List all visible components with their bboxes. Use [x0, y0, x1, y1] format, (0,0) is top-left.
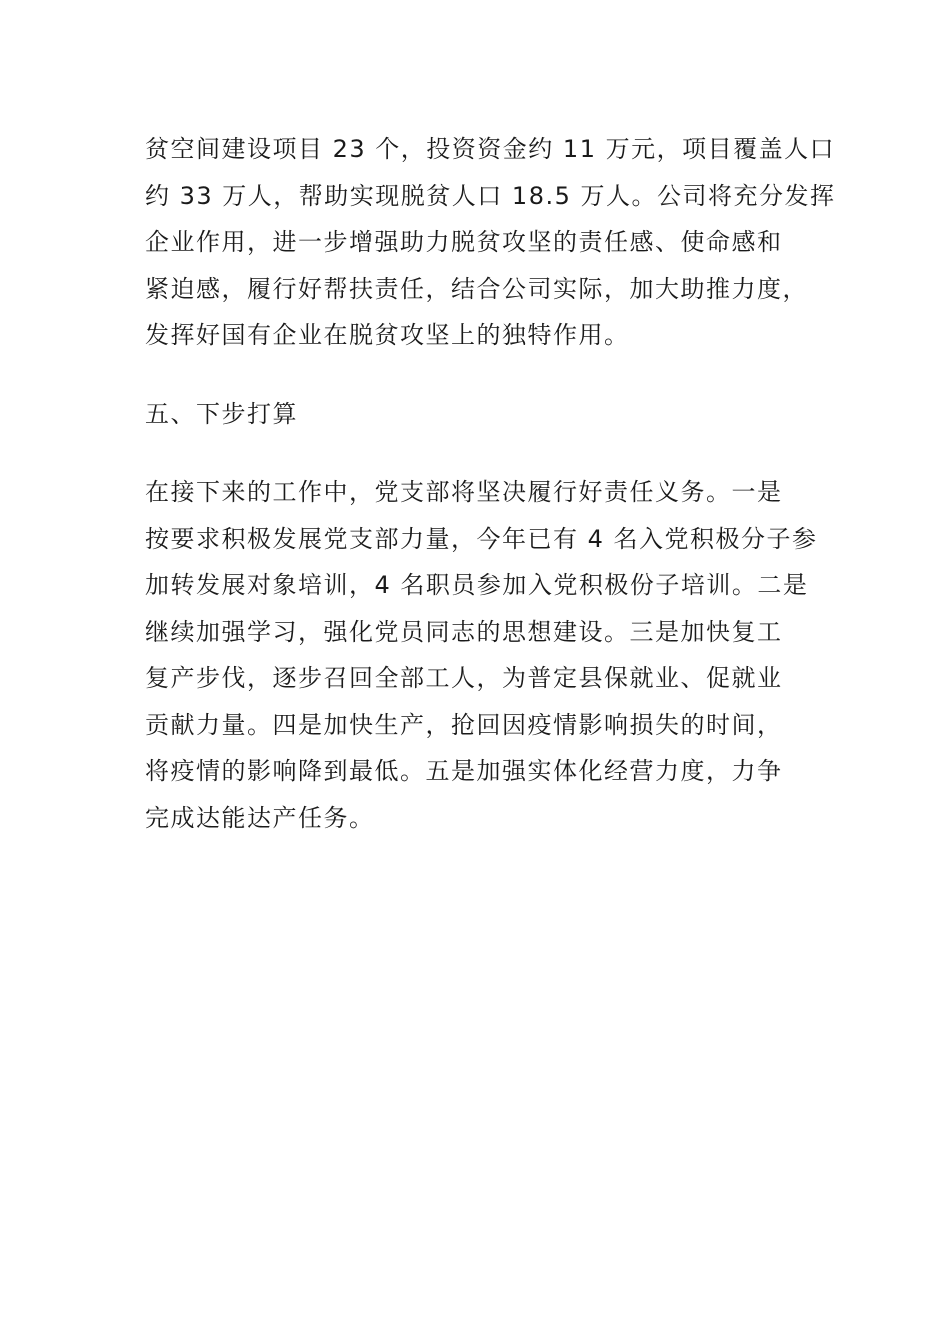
- paragraph-line: 紧迫感，履行好帮扶责任，结合公司实际，加大助推力度，: [145, 274, 808, 303]
- paragraph-line: 在接下来的工作中，党支部将坚决履行好责任义务。一是: [145, 478, 783, 506]
- paragraph-line: 将疫情的影响降到最低。五是加强实体化经营力度，力争: [145, 757, 783, 785]
- section-heading: 五、下步打算: [145, 399, 298, 428]
- paragraph-line: 约 33 万人，帮助实现脱贫人口 18.5 万人。公司将充分发挥: [145, 181, 836, 210]
- paragraph-line: 企业作用，进一步增强助力脱贫攻坚的责任感、使命感和: [145, 228, 783, 256]
- paragraph-line: 加转发展对象培训，4 名职员参加入党积极份子培训。二是: [145, 571, 809, 599]
- paragraph-line: 发挥好国有企业在脱贫攻坚上的独特作用。: [145, 321, 630, 349]
- paragraph-line: 贫空间建设项目 23 个，投资资金约 11 万元，项目覆盖人口: [145, 135, 836, 163]
- paragraph-next-steps: [145, 469, 825, 841]
- spacer: [145, 437, 825, 469]
- paragraph-line: 复产步伐，逐步召回全部工人，为普定县保就业、促就业: [145, 664, 783, 692]
- paragraph-line: 贡献力量。四是加快生产，抢回因疫情影响损失的时间，: [145, 710, 783, 739]
- document-body: [145, 126, 836, 841]
- paragraph-poverty-alleviation: [145, 126, 836, 359]
- paragraph-line: 继续加强学习，强化党员同志的思想建设。三是加快复工: [145, 617, 783, 646]
- spacer: [145, 359, 825, 391]
- paragraph-line: 按要求积极发展党支部力量，今年已有 4 名入党积极分子参: [145, 524, 818, 553]
- paragraph-line: 完成达能达产任务。: [145, 803, 375, 832]
